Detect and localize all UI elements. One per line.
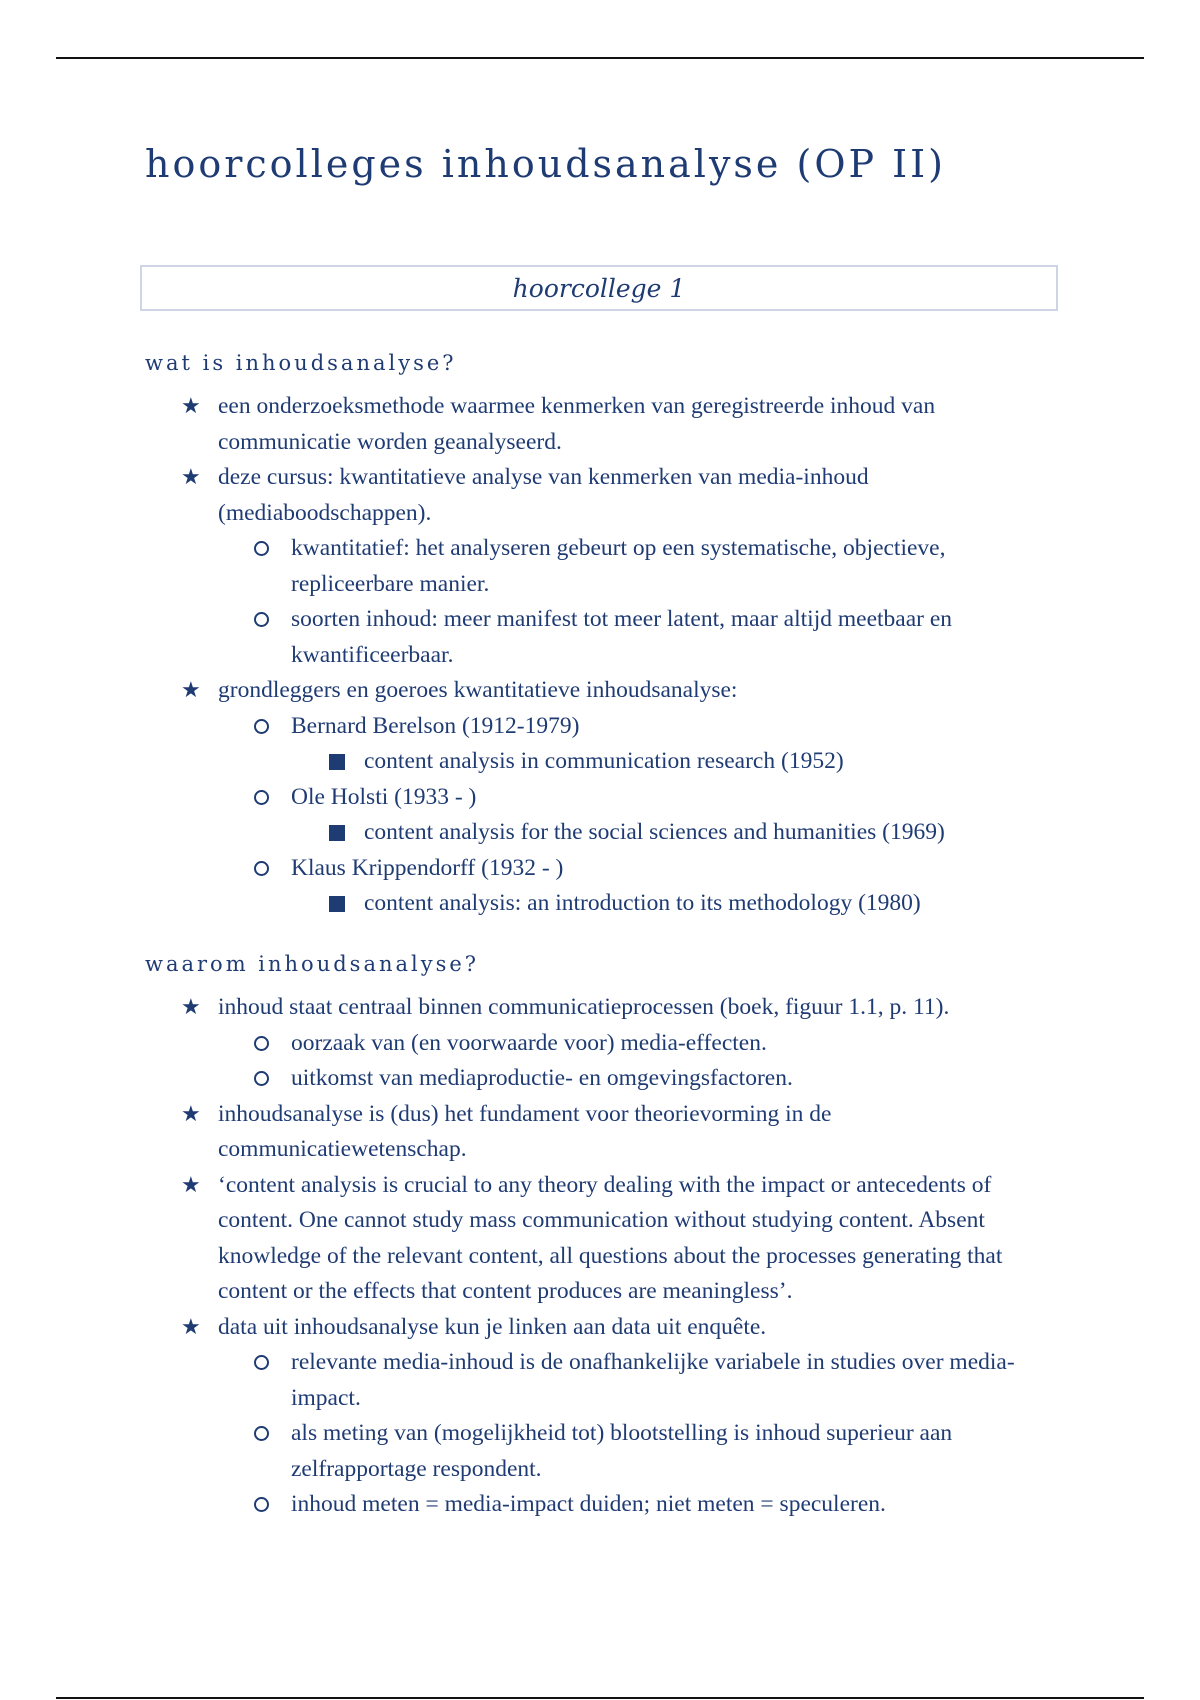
sub-list-item-text: inhoud meten = media-impact duiden; niet meten = speculeren.	[291, 1491, 886, 1517]
sub-sub-list	[291, 815, 1065, 851]
sub-list-item-text: Klaus Krippendorff (1932 - )	[291, 854, 564, 881]
sub-list	[218, 709, 1065, 922]
list-item	[145, 1097, 1065, 1168]
list-item-text: deze cursus: kwantitatieve analyse van kenmerken van media-inhoud (mediaboodschappen).	[218, 464, 869, 526]
square-bullet-icon	[329, 754, 345, 770]
sub-list-item	[218, 531, 1065, 602]
sub-sub-list-item-text: content analysis for the social sciences and humanities (1969)	[364, 819, 945, 845]
sub-list-item-text: Ole Holsti (1933 - )	[291, 783, 477, 810]
circle-bullet-icon	[254, 861, 269, 876]
bullet-list	[145, 389, 1065, 922]
circle-bullet-icon	[254, 1497, 269, 1512]
sub-list-item	[218, 780, 1065, 851]
document-title: hoorcolleges inhoudsanalyse (OP II)	[145, 142, 946, 186]
sub-list	[218, 531, 1065, 673]
sub-sub-list	[291, 886, 1065, 922]
star-icon: ★	[181, 1172, 201, 1198]
sub-sub-list-item	[291, 886, 1065, 922]
list-item-text: inhoudsanalyse is (dus) het fundament voor theorievorming in de communicatiewetenschap.	[218, 1100, 832, 1162]
sub-list-item-text: uitkomst van mediaproductie- en omgevingsfactoren.	[291, 1065, 793, 1091]
list-item-text: een onderzoeksmethode waarmee kenmerken van geregistreerde inhoud van communicatie worden geanalyseerd.	[218, 393, 936, 455]
sub-list-item-text: als meting van (mogelijkheid tot) blootstelling is inhoud superieur aan zelfrapportage respondent.	[291, 1420, 953, 1482]
square-bullet-icon	[329, 825, 345, 841]
star-icon: ★	[181, 678, 201, 703]
lecture-heading: hoorcollege 1	[512, 273, 686, 303]
circle-bullet-icon	[254, 1036, 269, 1051]
section-heading: wat is inhoudsanalyse?	[145, 351, 457, 375]
list-item	[145, 1168, 1065, 1310]
section-heading: waarom inhoudsanalyse?	[145, 952, 480, 976]
bullet-list	[145, 990, 1065, 1523]
list-item-text: grondleggers en goeroes kwantitatieve inhoudsanalyse:	[218, 677, 738, 703]
section-what-is	[145, 343, 1065, 922]
circle-bullet-icon	[254, 790, 269, 805]
circle-bullet-icon	[254, 541, 269, 556]
sub-list-item	[218, 1487, 1065, 1523]
sub-list-item-text: relevante media-inhoud is de onafhankelijke variabele in studies over media-impact.	[291, 1349, 1015, 1411]
list-item-text: ‘content analysis is crucial to any theory dealing with the impact or antecedents of content. One cannot study mass communication without studying content. Absent knowledge of the relevant content, all questions about the processes generating that content or the effects that content produces are meaningless’.	[218, 1171, 1003, 1304]
sub-list-item	[218, 602, 1065, 673]
sub-list-item	[218, 1345, 1065, 1416]
list-item	[145, 1310, 1065, 1523]
sub-list-item	[218, 709, 1065, 780]
circle-bullet-icon	[254, 1071, 269, 1086]
circle-bullet-icon	[254, 612, 269, 627]
sub-list-item	[218, 1026, 1065, 1062]
sub-sub-list-item	[291, 744, 1065, 780]
top-rule	[56, 57, 1144, 59]
sub-sub-list-item	[291, 815, 1065, 851]
star-icon: ★	[181, 1314, 201, 1340]
list-item	[145, 389, 1065, 460]
sub-sub-list-item-text: content analysis in communication research (1952)	[364, 748, 844, 774]
sub-list-item-text: oorzaak van (en voorwaarde voor) media-effecten.	[291, 1029, 767, 1056]
sub-sub-list	[291, 744, 1065, 780]
list-item-text: inhoud staat centraal binnen communicatieprocessen (boek, figuur 1.1, p. 11).	[218, 994, 950, 1020]
sub-list-item	[218, 851, 1065, 922]
sub-list-item	[218, 1416, 1065, 1487]
star-icon: ★	[181, 1101, 201, 1127]
list-item-text: data uit inhoudsanalyse kun je linken aan data uit enquête.	[218, 1313, 767, 1340]
star-icon: ★	[181, 465, 201, 490]
circle-bullet-icon	[254, 719, 269, 734]
sub-list-item-text: kwantitatief: het analyseren gebeurt op een systematische, objectieve, repliceerbare manier.	[291, 535, 946, 597]
sub-list-item-text: soorten inhoud: meer manifest tot meer latent, maar altijd meetbaar en kwantificeerbaar.	[291, 606, 953, 668]
section-why	[145, 944, 1065, 1523]
square-bullet-icon	[329, 896, 345, 912]
list-item	[145, 460, 1065, 673]
star-icon: ★	[181, 995, 201, 1020]
sub-list	[218, 1345, 1065, 1523]
sub-list	[218, 1026, 1065, 1097]
circle-bullet-icon	[254, 1426, 269, 1441]
sub-list-item	[218, 1061, 1065, 1097]
list-item	[145, 673, 1065, 922]
circle-bullet-icon	[254, 1355, 269, 1370]
bottom-rule	[56, 1697, 1144, 1699]
sub-list-item-text: Bernard Berelson (1912-1979)	[291, 712, 580, 739]
list-item	[145, 990, 1065, 1097]
lecture-heading-box	[140, 265, 1058, 311]
sub-sub-list-item-text: content analysis: an introduction to its methodology (1980)	[364, 890, 921, 916]
star-icon: ★	[181, 394, 201, 419]
